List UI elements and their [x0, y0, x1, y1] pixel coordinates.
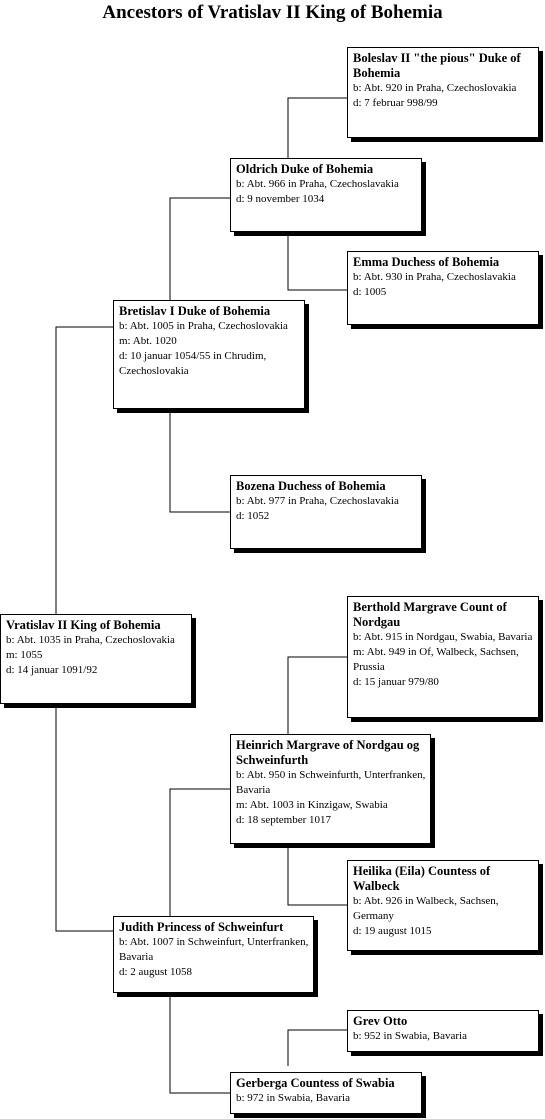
- marriage-info: m: 1055: [6, 649, 43, 661]
- birth-info: b: Abt. 930 in Praha, Czechoslavakia: [353, 271, 516, 283]
- birth-info: b: Abt. 1007 in Schweinfurt, Unterfranken, Bavaria: [119, 936, 309, 963]
- birth-info: b: Abt. 966 in Praha, Czechoslavakia: [236, 178, 399, 190]
- person-box-gerberga[interactable]: [230, 1072, 422, 1114]
- connector-oldrich-emma: [288, 232, 347, 290]
- person-box-otto[interactable]: [347, 1010, 539, 1052]
- person-name: Vratislav II King of Bohemia: [6, 618, 161, 632]
- person-box-emma[interactable]: [347, 251, 539, 325]
- death-info: d: 14 januar 1091/92: [6, 664, 98, 676]
- person-name: Oldrich Duke of Bohemia: [236, 162, 374, 176]
- birth-info: b: Abt. 920 in Praha, Czechoslovakia: [353, 82, 517, 94]
- birth-info: b: 952 in Swabia, Bavaria: [353, 1030, 467, 1042]
- death-info: d: 10 januar 1054/55 in Chrudim, Czechoslovakia: [119, 350, 267, 377]
- connector-vratislav-bretislav: [56, 327, 113, 614]
- person-box-judith[interactable]: [113, 916, 314, 993]
- person-box-boleslav[interactable]: [347, 47, 539, 138]
- birth-info: b: Abt. 977 in Praha, Czechoslavakia: [236, 495, 399, 507]
- person-name: Boleslav II "the pious" Duke of Bohemia: [353, 51, 521, 80]
- birth-info: b: 972 in Swabia, Bavaria: [236, 1092, 350, 1104]
- person-box-heilika[interactable]: [347, 860, 539, 951]
- person-name: Bozena Duchess of Bohemia: [236, 479, 386, 493]
- death-info: d: 1052: [236, 510, 270, 522]
- connector-oldrich-boleslav: [288, 98, 347, 158]
- death-info: d: 2 august 1058: [119, 966, 193, 978]
- marriage-info: m: Abt. 1003 in Kinzigaw, Swabia: [236, 799, 388, 811]
- person-box-vratislav[interactable]: [0, 614, 192, 704]
- connector-vratislav-judith: [56, 704, 113, 931]
- connector-judith-gerberga: [170, 993, 230, 1093]
- person-box-bozena[interactable]: [230, 475, 422, 549]
- connector-gerberga-otto: [288, 1030, 347, 1066]
- person-box-oldrich[interactable]: [230, 158, 422, 232]
- person-name: Gerberga Countess of Swabia: [236, 1076, 395, 1090]
- death-info: d: 19 august 1015: [353, 925, 432, 937]
- person-name: Emma Duchess of Bohemia: [353, 255, 500, 269]
- birth-info: b: Abt. 915 in Nordgau, Swabia, Bavaria: [353, 631, 533, 643]
- connector-heinrich-heilika: [288, 844, 347, 905]
- person-name: Judith Princess of Schweinfurt: [119, 920, 284, 934]
- person-box-bretislav[interactable]: [113, 300, 305, 409]
- birth-info: b: Abt. 926 in Walbeck, Sachsen, Germany: [353, 895, 499, 922]
- person-box-heinrich[interactable]: [230, 734, 431, 844]
- birth-info: b: Abt. 950 in Schweinfurth, Unterfranken, Bavaria: [236, 769, 426, 796]
- person-name: Berthold Margrave Count of Nordgau: [353, 600, 507, 629]
- death-info: d: 18 september 1017: [236, 814, 332, 826]
- birth-info: b: Abt. 1005 in Praha, Czechoslovakia: [119, 320, 288, 332]
- marriage-info: m: Abt. 949 in Of, Walbeck, Sachsen, Prussia: [353, 646, 519, 673]
- person-name: Heilika (Eila) Countess of Walbeck: [353, 864, 491, 893]
- marriage-info: m: Abt. 1020: [119, 335, 177, 347]
- connector-judith-heinrich: [170, 789, 230, 916]
- death-info: d: 9 november 1034: [236, 193, 325, 205]
- person-box-berthold[interactable]: [347, 596, 539, 718]
- death-info: d: 15 januar 979/80: [353, 676, 439, 688]
- birth-info: b: Abt. 1035 in Praha, Czechoslovakia: [6, 634, 175, 646]
- chart-title: Ancestors of Vratislav II King of Bohemia: [102, 2, 443, 23]
- person-name: Heinrich Margrave of Nordgau og Schweinfurth: [236, 738, 420, 767]
- connector-heinrich-berthold: [288, 657, 347, 734]
- connector-bretislav-oldrich: [170, 198, 230, 300]
- person-name: Grev Otto: [353, 1014, 408, 1028]
- person-name: Bretislav I Duke of Bohemia: [119, 304, 271, 318]
- death-info: d: 7 februar 998/99: [353, 97, 438, 109]
- death-info: d: 1005: [353, 286, 387, 298]
- connector-bretislav-bozena: [170, 409, 230, 512]
